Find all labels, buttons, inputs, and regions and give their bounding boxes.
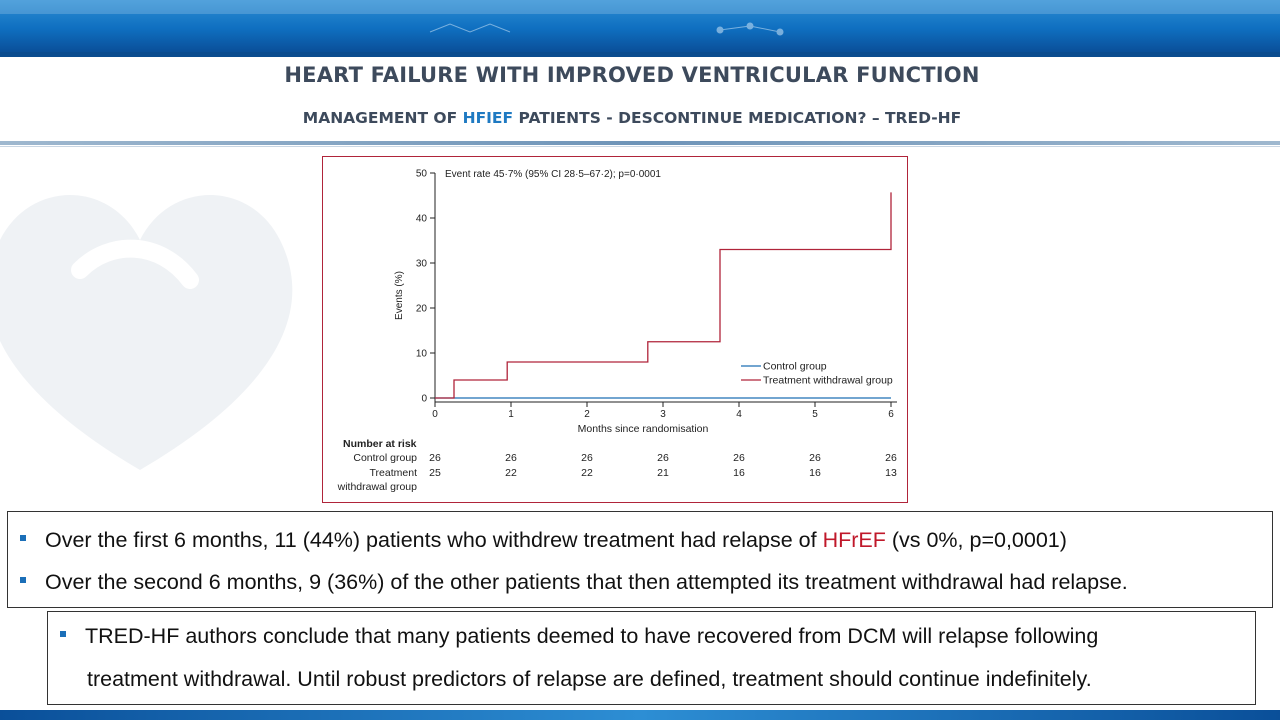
risk-value: 16 — [733, 467, 745, 479]
risk-value: 13 — [885, 467, 897, 479]
section-rule-thin — [0, 146, 1280, 147]
risk-value: 26 — [657, 452, 669, 464]
risk-table-header: Number at risk — [343, 438, 417, 450]
molecule-decoration-icon — [420, 14, 840, 44]
bullet-square-icon — [60, 631, 66, 637]
section-rule — [0, 141, 1280, 145]
km-chart — [323, 157, 907, 502]
x-tick-label: 4 — [736, 409, 742, 420]
risk-value: 26 — [809, 452, 821, 464]
x-tick-label: 2 — [584, 409, 590, 420]
risk-row-label: Treatment — [369, 467, 417, 479]
risk-value: 22 — [505, 467, 517, 479]
conclusion-text-1: TRED-HF authors conclude that many patients deemed to have recovered from DCM will relapse following — [85, 624, 1099, 648]
slide-title: HEART FAILURE WITH IMPROVED VENTRICULAR FUNCTION — [284, 63, 980, 87]
bullet-first-6-months — [20, 528, 1067, 553]
legend-label: Treatment withdrawal group — [763, 374, 893, 387]
conclusion-line-2: treatment withdrawal. Until robust predictors of relapse are defined, treatment should continue indefinitely. — [87, 667, 1092, 691]
legend-label: Control group — [763, 360, 827, 373]
risk-value: 26 — [733, 452, 745, 464]
x-tick-label: 0 — [432, 409, 438, 420]
bullet-second-6-months — [20, 570, 1128, 595]
risk-value: 26 — [885, 452, 897, 464]
km-chart-frame — [322, 156, 908, 503]
subtitle-highlight: HFIEF — [462, 109, 514, 127]
risk-value: 26 — [581, 452, 593, 464]
x-tick-label: 5 — [812, 409, 818, 420]
header-banner — [0, 0, 1280, 52]
slide-subtitle — [0, 109, 1264, 127]
bullet-square-icon — [20, 535, 26, 541]
subtitle-prefix: MANAGEMENT OF — [302, 109, 463, 127]
x-tick-label: 1 — [508, 409, 514, 420]
y-tick-label: 50 — [415, 168, 427, 180]
footer-rule — [0, 710, 1280, 720]
risk-value: 26 — [505, 452, 517, 464]
bullet1-text: Over the first 6 months, 11 (44%) patients who withdrew treatment had relapse of — [45, 528, 823, 552]
risk-value: 21 — [657, 467, 669, 479]
risk-value: 25 — [429, 467, 441, 479]
x-axis-label: Months since randomisation — [577, 423, 709, 435]
x-tick-label: 6 — [888, 409, 894, 420]
conclusion-line-1 — [60, 624, 1098, 649]
conclusion-box — [47, 611, 1256, 705]
bullet1-highlight: HFrEF — [822, 528, 886, 552]
y-tick-label: 30 — [415, 258, 427, 270]
y-tick-label: 0 — [421, 393, 427, 405]
event-rate-annotation: Event rate 45·7% (95% CI 28·5–67·2); p=0·0001 — [445, 169, 661, 180]
header-rule — [0, 52, 1280, 57]
heart-watermark-icon — [0, 150, 320, 490]
y-axis-label: Events (%) — [394, 271, 405, 320]
banner-sheen — [0, 0, 1280, 14]
risk-value: 26 — [429, 452, 441, 464]
risk-row-label: withdrawal group — [337, 481, 417, 493]
findings-box — [7, 511, 1273, 608]
bullet1-suffix: (vs 0%, p=0,0001) — [885, 528, 1067, 552]
y-tick-label: 10 — [415, 348, 427, 360]
bullet2-text: Over the second 6 months, 9 (36%) of the other patients that then attempted its treatment withdrawal had relapse. — [45, 570, 1128, 594]
y-tick-label: 40 — [415, 213, 427, 225]
y-tick-label: 20 — [415, 303, 427, 315]
risk-value: 16 — [809, 467, 821, 479]
risk-row-label: Control group — [353, 452, 417, 464]
bullet-square-icon — [20, 577, 26, 583]
x-tick-label: 3 — [660, 409, 666, 420]
subtitle-suffix: PATIENTS - DESCONTINUE MEDICATION? – TRED-HF — [513, 109, 962, 127]
risk-value: 22 — [581, 467, 593, 479]
